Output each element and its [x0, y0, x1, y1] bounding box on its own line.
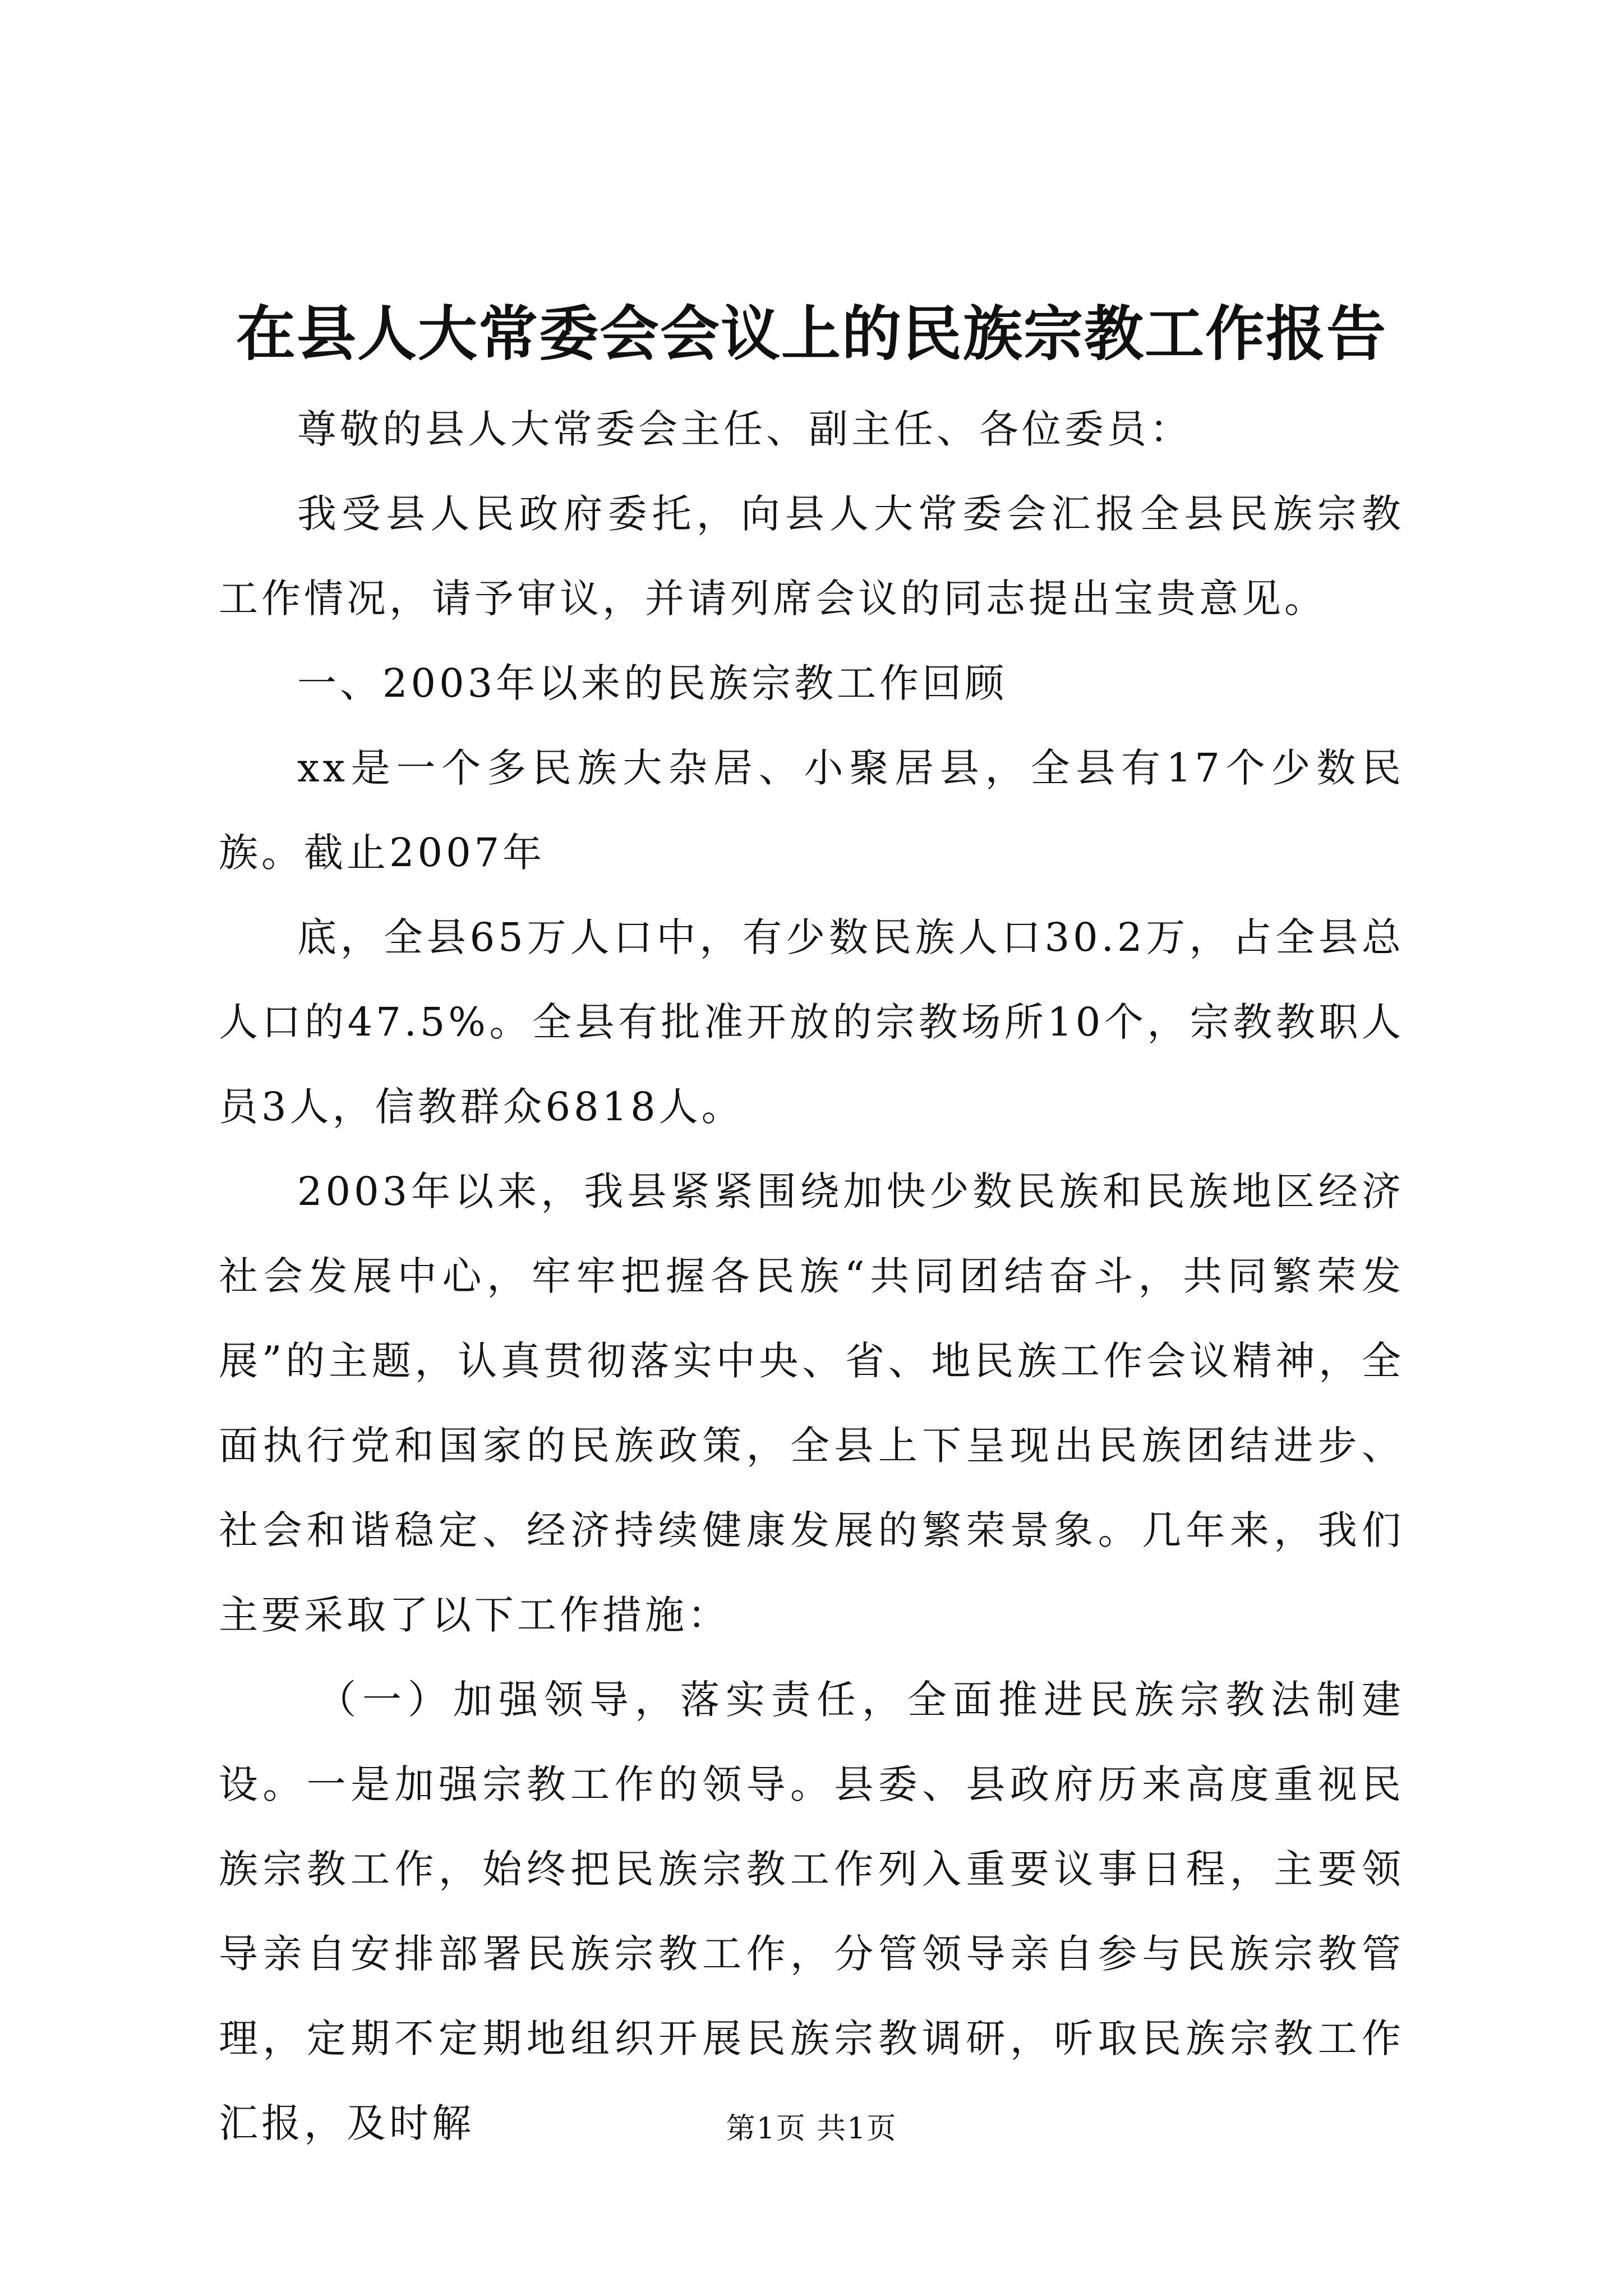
body-paragraph: 2003年以来，我县紧紧围绕加快少数民族和民族地区经济社会发展中心，牢牢把握各民族“共同团结奋斗，共同繁荣发展”的主题，认真贯彻落实中央、省、地民族工作会议精神，全面执行党和国家的民族政策，全县上下呈现出民族团结进步、社会和谐稳定、经济持续健康发展的繁荣景象。几年来，我们主要采取了以下工作措施： — [219, 1168, 1404, 1638]
intro-paragraph: 我受县人民政府委托，向县人大常委会汇报全县民族宗教工作情况，请予审议，并请列席会议的同志提出宝贵意见。 — [219, 491, 1404, 622]
document-title: 在县人大常委会会议上的民族宗教工作报告 — [236, 298, 1387, 369]
body-paragraph: 底，全县65万人口中，有少数民族人口30.2万，占全县总人口的47.5%。全县有批准开放的宗教场所10个，宗教教职人员3人，信教群众6818人。 — [219, 914, 1404, 1130]
page-footer: 第1页 共1页 — [726, 2112, 897, 2146]
section-heading: 一、2003年以来的民族宗教工作回顾 — [297, 660, 1008, 706]
salutation-paragraph: 尊敬的县人大常委会主任、副主任、各位委员： — [297, 406, 1192, 452]
document-body — [219, 387, 1404, 2166]
subsection-paragraph: （一）加强领导，落实责任，全面推进民族宗教法制建设。一是加强宗教工作的领导。县委、县政府历来高度重视民族宗教工作，始终把民族宗教工作列入重要议事日程，主要领导亲自安排部署民族宗教工作，分管领导亲自参与民族宗教管理，定期不定期地组织开展民族宗教调研，听取民族宗教工作汇报，及时解 — [219, 1677, 1404, 2146]
body-paragraph: xx是一个多民族大杂居、小聚居县，全县有17个少数民族。截止2007年 — [219, 745, 1404, 876]
